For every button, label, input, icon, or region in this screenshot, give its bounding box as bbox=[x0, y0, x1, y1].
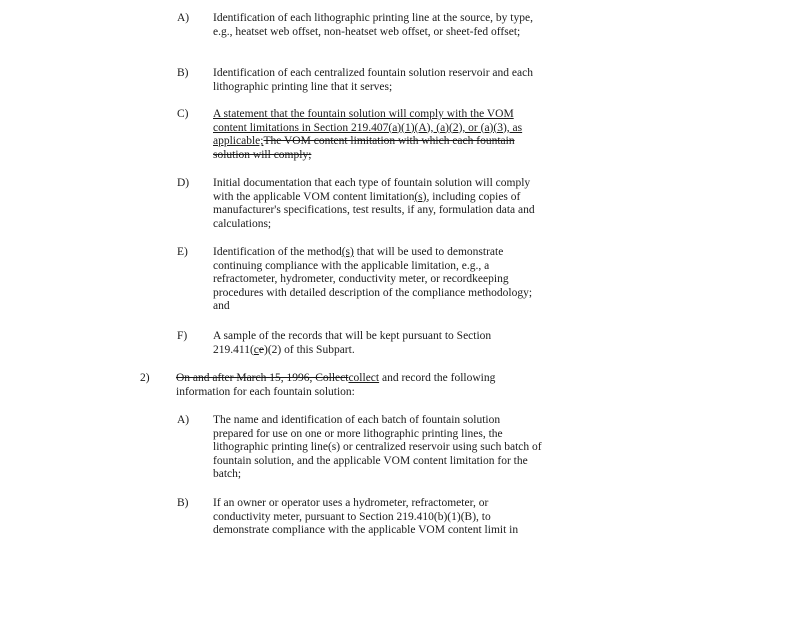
body-text: Identification of the method bbox=[213, 246, 342, 258]
item-label-2: 2) bbox=[140, 372, 150, 384]
body-text: If an owner or operator uses a hydrometer, refractometer, or conductivity meter, pursuant to Section 219.410(b)(1)(B), to demonstrate compliance with the applicable VOM content limit in bbox=[213, 497, 519, 537]
item-text-f bbox=[213, 330, 543, 357]
item-label-d: D) bbox=[177, 177, 190, 189]
item-text-2b bbox=[213, 497, 543, 538]
item-text-c bbox=[213, 108, 543, 162]
deleted-text: e bbox=[258, 343, 264, 356]
deleted-text: The VOM content limitation with which each fountain solution will comply; bbox=[213, 135, 515, 161]
body-text: The name and identification of each batch of fountain solution prepared for use on one or more lithographic printing lines, the lithographic printing line(s) or centralized reservoir using such batch of fountain solution, and the applicable VOM content limitation for the batch; bbox=[213, 414, 542, 481]
inserted-text: (s) bbox=[414, 190, 427, 203]
inserted-text: collect bbox=[348, 372, 380, 384]
body-text: )(2) of this Subpart. bbox=[264, 343, 355, 356]
item-label-b: B) bbox=[177, 67, 189, 79]
inserted-text: (s) bbox=[341, 246, 354, 258]
body-text: Identification of each lithographic printing line at the source, by type, e.g., heatset web offset, non-heatset web offset, or sheet-fed offset; bbox=[213, 12, 533, 38]
item-text-a bbox=[213, 12, 543, 39]
body-text: and record the following information for each fountain solution: bbox=[176, 372, 496, 398]
item-label-2b: B) bbox=[177, 497, 189, 509]
item-text-2a bbox=[213, 414, 543, 482]
item-text-e bbox=[213, 246, 543, 314]
item-label-c: C) bbox=[177, 108, 189, 120]
body-text: that will be used to demonstrate continuing compliance with the applicable limitation, e.g., a refractometer, hydrometer, conductivity meter, or recordkeeping procedures with detailed description of the compliance methodology; and bbox=[213, 246, 533, 313]
body-text: , including copies of manufacturer's specifications, test results, if any, formulation data and calculations; bbox=[213, 190, 535, 230]
item-label-2a: A) bbox=[177, 414, 190, 426]
item-label-a: A) bbox=[177, 12, 190, 24]
item-text-b bbox=[213, 67, 543, 94]
item-label-e: E) bbox=[177, 246, 188, 258]
body-text: Initial documentation that each type of fountain solution will comply with the applicable VOM content limitation bbox=[213, 177, 531, 203]
deleted-text: On and after March 15, 1996, Collect bbox=[176, 372, 349, 384]
body-text: Identification of each centralized fountain solution reservoir and each lithographic printing line that it serves; bbox=[213, 67, 533, 93]
inserted-text: c bbox=[253, 343, 259, 356]
item-text-d bbox=[213, 177, 543, 231]
item-text-2 bbox=[176, 372, 543, 399]
item-label-f: F) bbox=[177, 330, 188, 342]
body-text: A sample of the records that will be kept pursuant to Section 219.411( bbox=[213, 330, 492, 356]
inserted-text: A statement that the fountain solution will comply with the VOM content limitations in Section 219.407(a)(1)(A), (a)(2), or (a)(3), as applicable; bbox=[213, 108, 523, 148]
